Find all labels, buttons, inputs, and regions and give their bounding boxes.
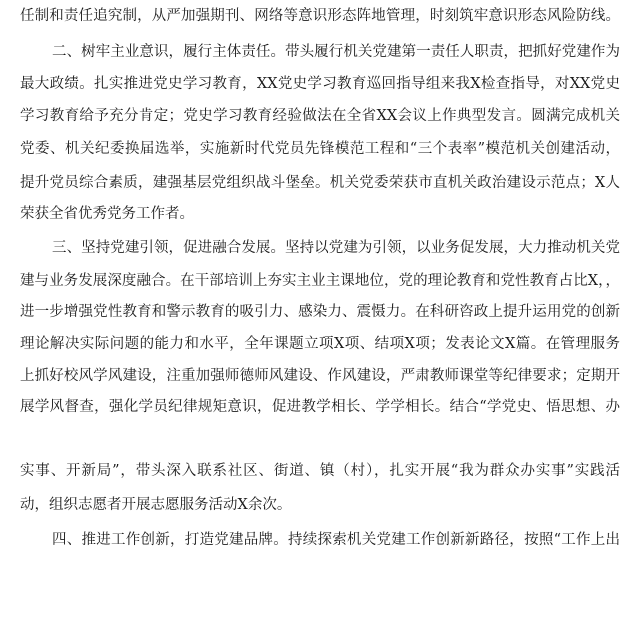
text-line: 任制和责任追究制，从严加强期刊、网络等意识形态阵地管理，时刻筑牢意识形态风险防线。 [20,8,620,24]
text-line: 学习教育给予充分肯定；党史学习教育经验做法在全省XX会议上作典型发言。圆满完成机关 [20,108,620,124]
text-line: 动，组织志愿者开展志愿服务活动X余次。 [20,497,292,513]
text-line: 展学风督查，强化学员纪律规矩意识，促进教学相长、学学相长。结合“学党史、悟思想、办 [20,399,620,415]
section-heading-line: 二、树牢主业意识，履行主体责任。带头履行机关党建第一责任人职责，把抓好党建作为 [52,44,620,60]
text-line: 荣获全省优秀党务工作者。 [20,206,194,222]
text-line: 实事、开新局”，带头深入联系社区、街道、镇（村），扎实开展“我为群众办实事”实践活 [20,463,620,479]
text-line: 建与业务发展深度融合。在干部培训上夯实主业主课地位，党的理论教育和党性教育占比X，， [20,273,620,289]
text-line: 上抓好校风学风建设，注重加强师德师风建设、作风建设，严肃教师课堂等纪律要求；定期开 [20,368,620,384]
section-heading-line: 四、推进工作创新，打造党建品牌。持续探索机关党建工作创新新路径，按照“工作上出 [52,532,620,548]
text-line: 最大政绩。扎实推进党史学习教育，XX党史学习教育巡回指导组来我X检查指导，对XX党史 [20,76,620,92]
text-line: 进一步增强党性教育和警示教育的吸引力、感染力、震慑力。在科研咨政上提升运用党的创新 [20,304,620,320]
text-line: 党委、机关纪委换届选举，实施新时代党员先锋模范工程和“三个表率”模范机关创建活动， [20,141,620,157]
text-line: 理论解决实际问题的能力和水平，全年课题立项X项、结项X项；发表论文X篇。在管理服务 [20,336,620,352]
section-heading-line: 三、坚持党建引领，促进融合发展。坚持以党建为引领，以业务促发展，大力推动机关党 [52,240,620,256]
text-line: 提升党员综合素质，建强基层党组织战斗堡垒。机关党委荣获市直机关政治建设示范点；X人 [20,175,620,191]
